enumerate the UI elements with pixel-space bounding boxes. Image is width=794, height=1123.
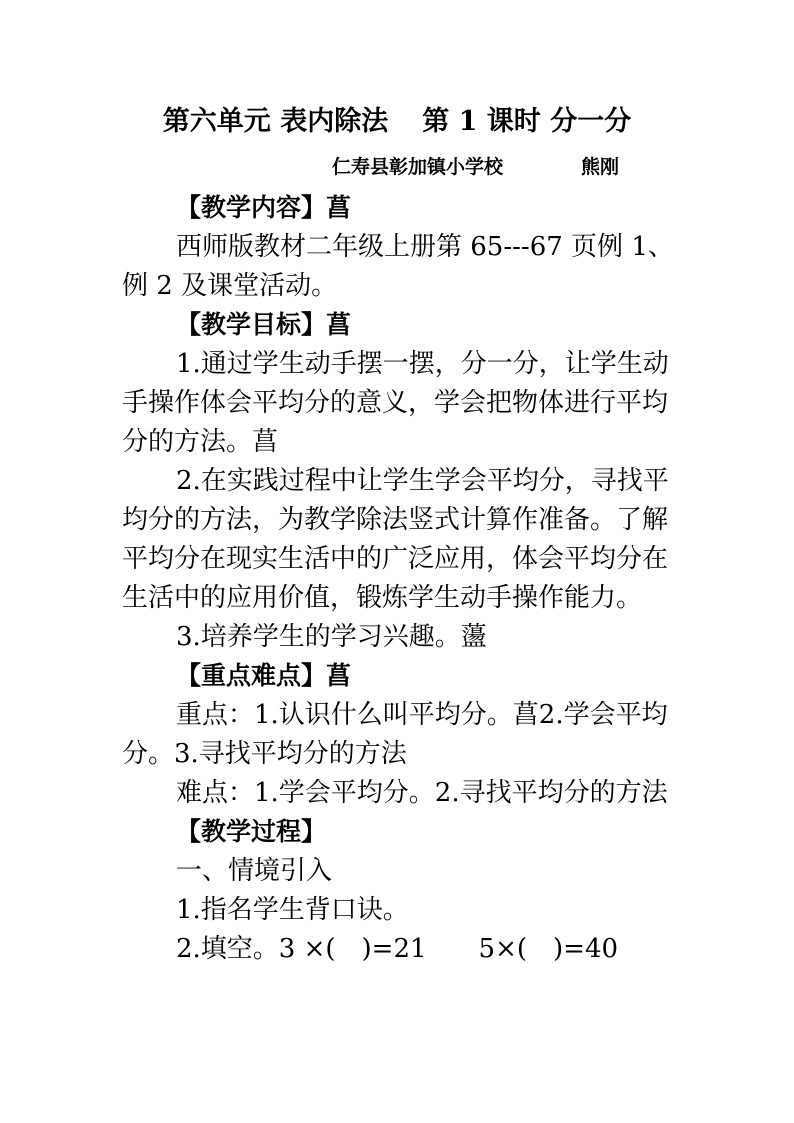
author-name: 熊刚 xyxy=(581,156,620,178)
process-heading: 【教学过程】 xyxy=(176,817,327,846)
objectives-line: 平均分在现实生活中的广泛应用，体会平均分在 xyxy=(122,544,669,574)
objectives-line: 1.通过学生动手摆一摆，分一分，让学生动 xyxy=(176,349,669,379)
objectives-line: 2.在实践过程中让学生学会平均分，寻找平 xyxy=(176,466,669,496)
objectives-line: 手操作体会平均分的意义，学会把物体进行平均 xyxy=(122,388,669,418)
content-line: 西师版教材二年级上册第 65---67 页例 1、 xyxy=(176,232,674,262)
unit-title: 第六单元 表内除法 xyxy=(162,106,389,137)
objectives-line: 3.培养学生的学习兴趣。蘯 xyxy=(176,622,487,652)
process-line: 1.指名学生背口诀。 xyxy=(176,895,409,925)
objectives-line: 均分的方法，为教学除法竖式计算作准备。了解 xyxy=(122,505,669,535)
content-heading: 【教学内容】菖 xyxy=(176,193,352,222)
document-title xyxy=(0,103,794,141)
school-name: 仁寿县彰加镇小学校 xyxy=(332,156,504,178)
objectives-line: 生活中的应用价值，锻炼学生动手操作能力。 xyxy=(122,583,643,613)
lesson-title: 第 1 课时 分一分 xyxy=(422,106,632,137)
objectives-heading: 【教学目标】菖 xyxy=(176,310,352,339)
key-points-heading: 【重点难点】菖 xyxy=(176,661,352,690)
content-line: 例 2 及课堂活动。 xyxy=(122,271,338,301)
key-points-line: 难点：1.学会平均分。2.寻找平均分的方法 xyxy=(176,778,668,808)
key-points-line: 重点：1.认识什么叫平均分。菖2.学会平均 xyxy=(176,700,668,730)
process-line: 一、情境引入 xyxy=(176,856,333,886)
process-line: 2.填空。3 ×( )=21 5×( )=40 xyxy=(176,934,619,964)
author-line xyxy=(332,154,619,180)
objectives-line: 分的方法。菖 xyxy=(122,427,279,457)
key-points-line: 分。3.寻找平均分的方法 xyxy=(122,739,407,769)
